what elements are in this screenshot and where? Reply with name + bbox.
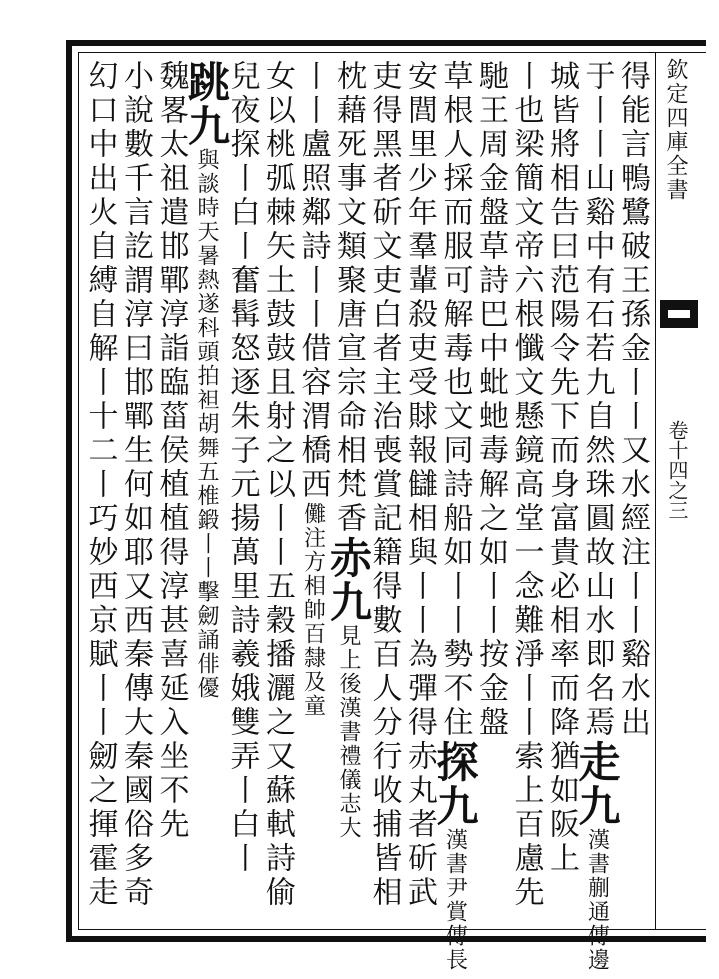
column-text: 儺注方相帥百隸及童	[300, 502, 326, 718]
entry-headword: 走九	[572, 740, 622, 828]
column-text: 得能言鴨鷺破王孫金丨丨又水經注丨丨谿水出	[615, 60, 650, 740]
text-column	[222, 60, 262, 930]
column-text: 魏畧太祖遣邯鄲淳詣臨菑侯植植得淳甚喜延入坐不先	[153, 60, 189, 842]
margin-book-title: 欽定四庫全書	[663, 58, 688, 202]
column-text: 女以桃弧棘矢土鼓鼓且射之以丨丨五穀播灑之又蘇軾詩偷	[260, 60, 295, 910]
text-column	[115, 60, 155, 930]
column-text: 漢書尹賞傳長	[442, 828, 468, 972]
fish-tail-mark	[660, 300, 698, 328]
column-text: 安閭里少年羣輩殺吏受賕報讎相與丨丨為彈得赤丸者斫武	[402, 60, 437, 910]
column-text: 幻口中出火自縛自解丨十二丨巧妙西京賦丨丨劒之揮霍走	[82, 60, 118, 910]
text-column	[506, 60, 546, 930]
column-text: 草根人採而服可解毒也文同詩船如丨丨勢不住	[437, 60, 473, 740]
text-column	[430, 60, 480, 972]
text-column	[399, 60, 439, 930]
column-text: 吏得黑者斫文吏白者主治喪賞記籍得數百人分行收捕皆相	[366, 60, 402, 910]
text-column	[151, 60, 191, 930]
margin-volume-label: 卷十四之三	[665, 420, 689, 520]
text-column	[324, 60, 373, 930]
margin-divider	[655, 52, 656, 930]
column-text: 枕藉死事文類聚唐宣宗命相梵香	[331, 60, 366, 536]
text-column	[541, 60, 581, 930]
column-text: 與談時天暑熱遂科頭拍袒胡舞五椎鍛丨丨擊劒誦俳優	[194, 148, 219, 700]
entry-headword: 跳九	[182, 60, 231, 148]
column-text: 小說數千言訖謂淳曰邯鄲生何如耶又西秦傳大秦國俗多奇	[118, 60, 153, 910]
column-text: 漢書蒯通傳邊	[584, 828, 610, 972]
text-column	[182, 60, 231, 930]
column-text: 城皆將相告曰范陽令先下而身富貴必相率而降猶如阪上	[544, 60, 579, 876]
column-text: 于丨丨山谿中有石若九自然珠圓故山水即名焉	[579, 60, 615, 740]
text-column	[293, 60, 333, 930]
text-column	[572, 60, 622, 972]
entry-headword: 赤九	[324, 536, 373, 624]
text-column	[364, 60, 404, 930]
column-text: 見上後漢書禮儀志大	[336, 624, 361, 840]
column-text: 兒夜探丨白丨奮髯怒逐朱子元揚萬里詩羲娥雙弄丨白丨	[224, 60, 260, 876]
column-text: 丨丨盧照鄰詩丨丨借容渭橋西	[295, 60, 331, 502]
column-text: 丨也梁簡文帝六根懺文懸鏡高堂一念難淨丨丨索上百慮先	[508, 60, 544, 910]
text-column	[80, 60, 120, 930]
column-text: 馳王周金盤草詩巴中蚍虵毒解之如丨丨按金盤	[473, 60, 508, 740]
entry-headword: 探九	[430, 740, 480, 828]
text-column	[257, 60, 297, 930]
